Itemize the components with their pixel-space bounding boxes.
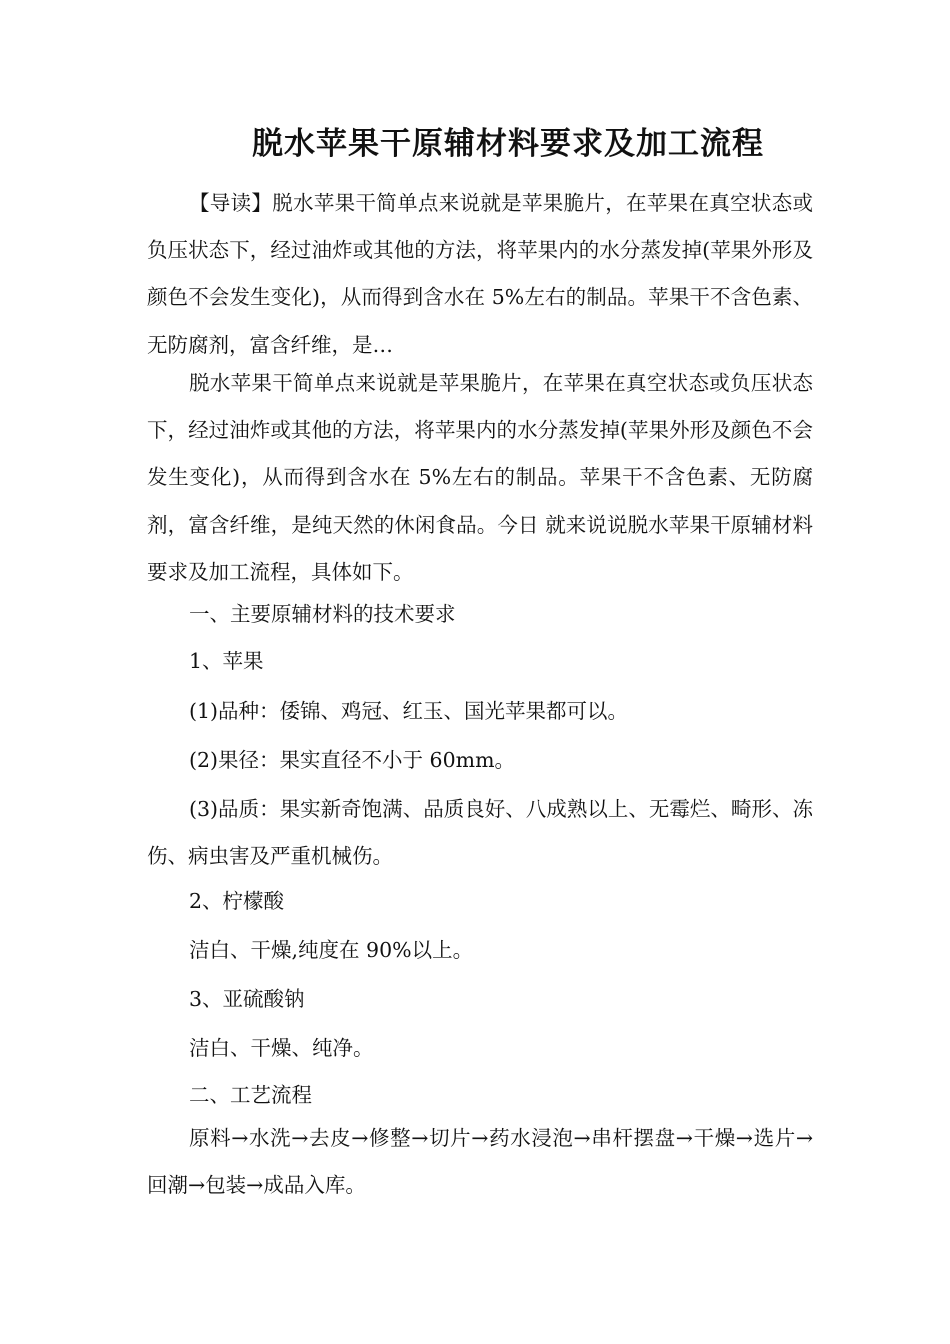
intro-paragraph: 【导读】脱水苹果干简单点来说就是苹果脆片，在苹果在真空状态或负压状态下，经过油炸或其他的方法，将苹果内的水分蒸发掉(苹果外形及颜色不会发生变化)，从而得到含水在 5%左右的制品。苹果干不含色素、无防腐剂，富含纤维，是… bbox=[147, 191, 813, 357]
item-1-diameter: (2)果径：果实直径不小于 60mm。 bbox=[189, 748, 516, 772]
section-1-heading: 一、主要原辅材料的技术要求 bbox=[189, 602, 456, 626]
item-1-variety: (1)品种：倭锦、鸡冠、红玉、国光苹果都可以。 bbox=[189, 699, 629, 723]
process-flow-paragraph: 原料→水洗→去皮→修整→切片→药水浸泡→串杆摆盘→干燥→选片→回潮→包装→成品入库。 bbox=[147, 1126, 813, 1198]
item-1-heading: 1、苹果 bbox=[189, 649, 264, 673]
section-2-heading: 二、工艺流程 bbox=[189, 1083, 312, 1107]
item-3-heading: 3、亚硫酸钠 bbox=[189, 987, 305, 1011]
item-2-heading: 2、柠檬酸 bbox=[189, 889, 285, 913]
document-title: 脱水苹果干原辅材料要求及加工流程 bbox=[252, 126, 764, 162]
item-3-text: 洁白、干燥、纯净。 bbox=[189, 1036, 374, 1060]
body-paragraph: 脱水苹果干简单点来说就是苹果脆片，在苹果在真空状态或负压状态下，经过油炸或其他的方法，将苹果内的水分蒸发掉(苹果外形及颜色不会发生变化)，从而得到含水在 5%左右的制品。苹果干不含色素、无防腐剂，富含纤维，是纯天然的休闲食品。今日 就来说说脱水苹果干原辅材料要求及加工流程，具体如下。 bbox=[147, 371, 813, 584]
item-1-quality: (3)品质：果实新奇饱满、品质良好、八成熟以上、无霉烂、畸形、冻伤、病虫害及严重机械伤。 bbox=[147, 797, 813, 869]
item-2-text: 洁白、干燥,纯度在 90%以上。 bbox=[189, 938, 474, 962]
